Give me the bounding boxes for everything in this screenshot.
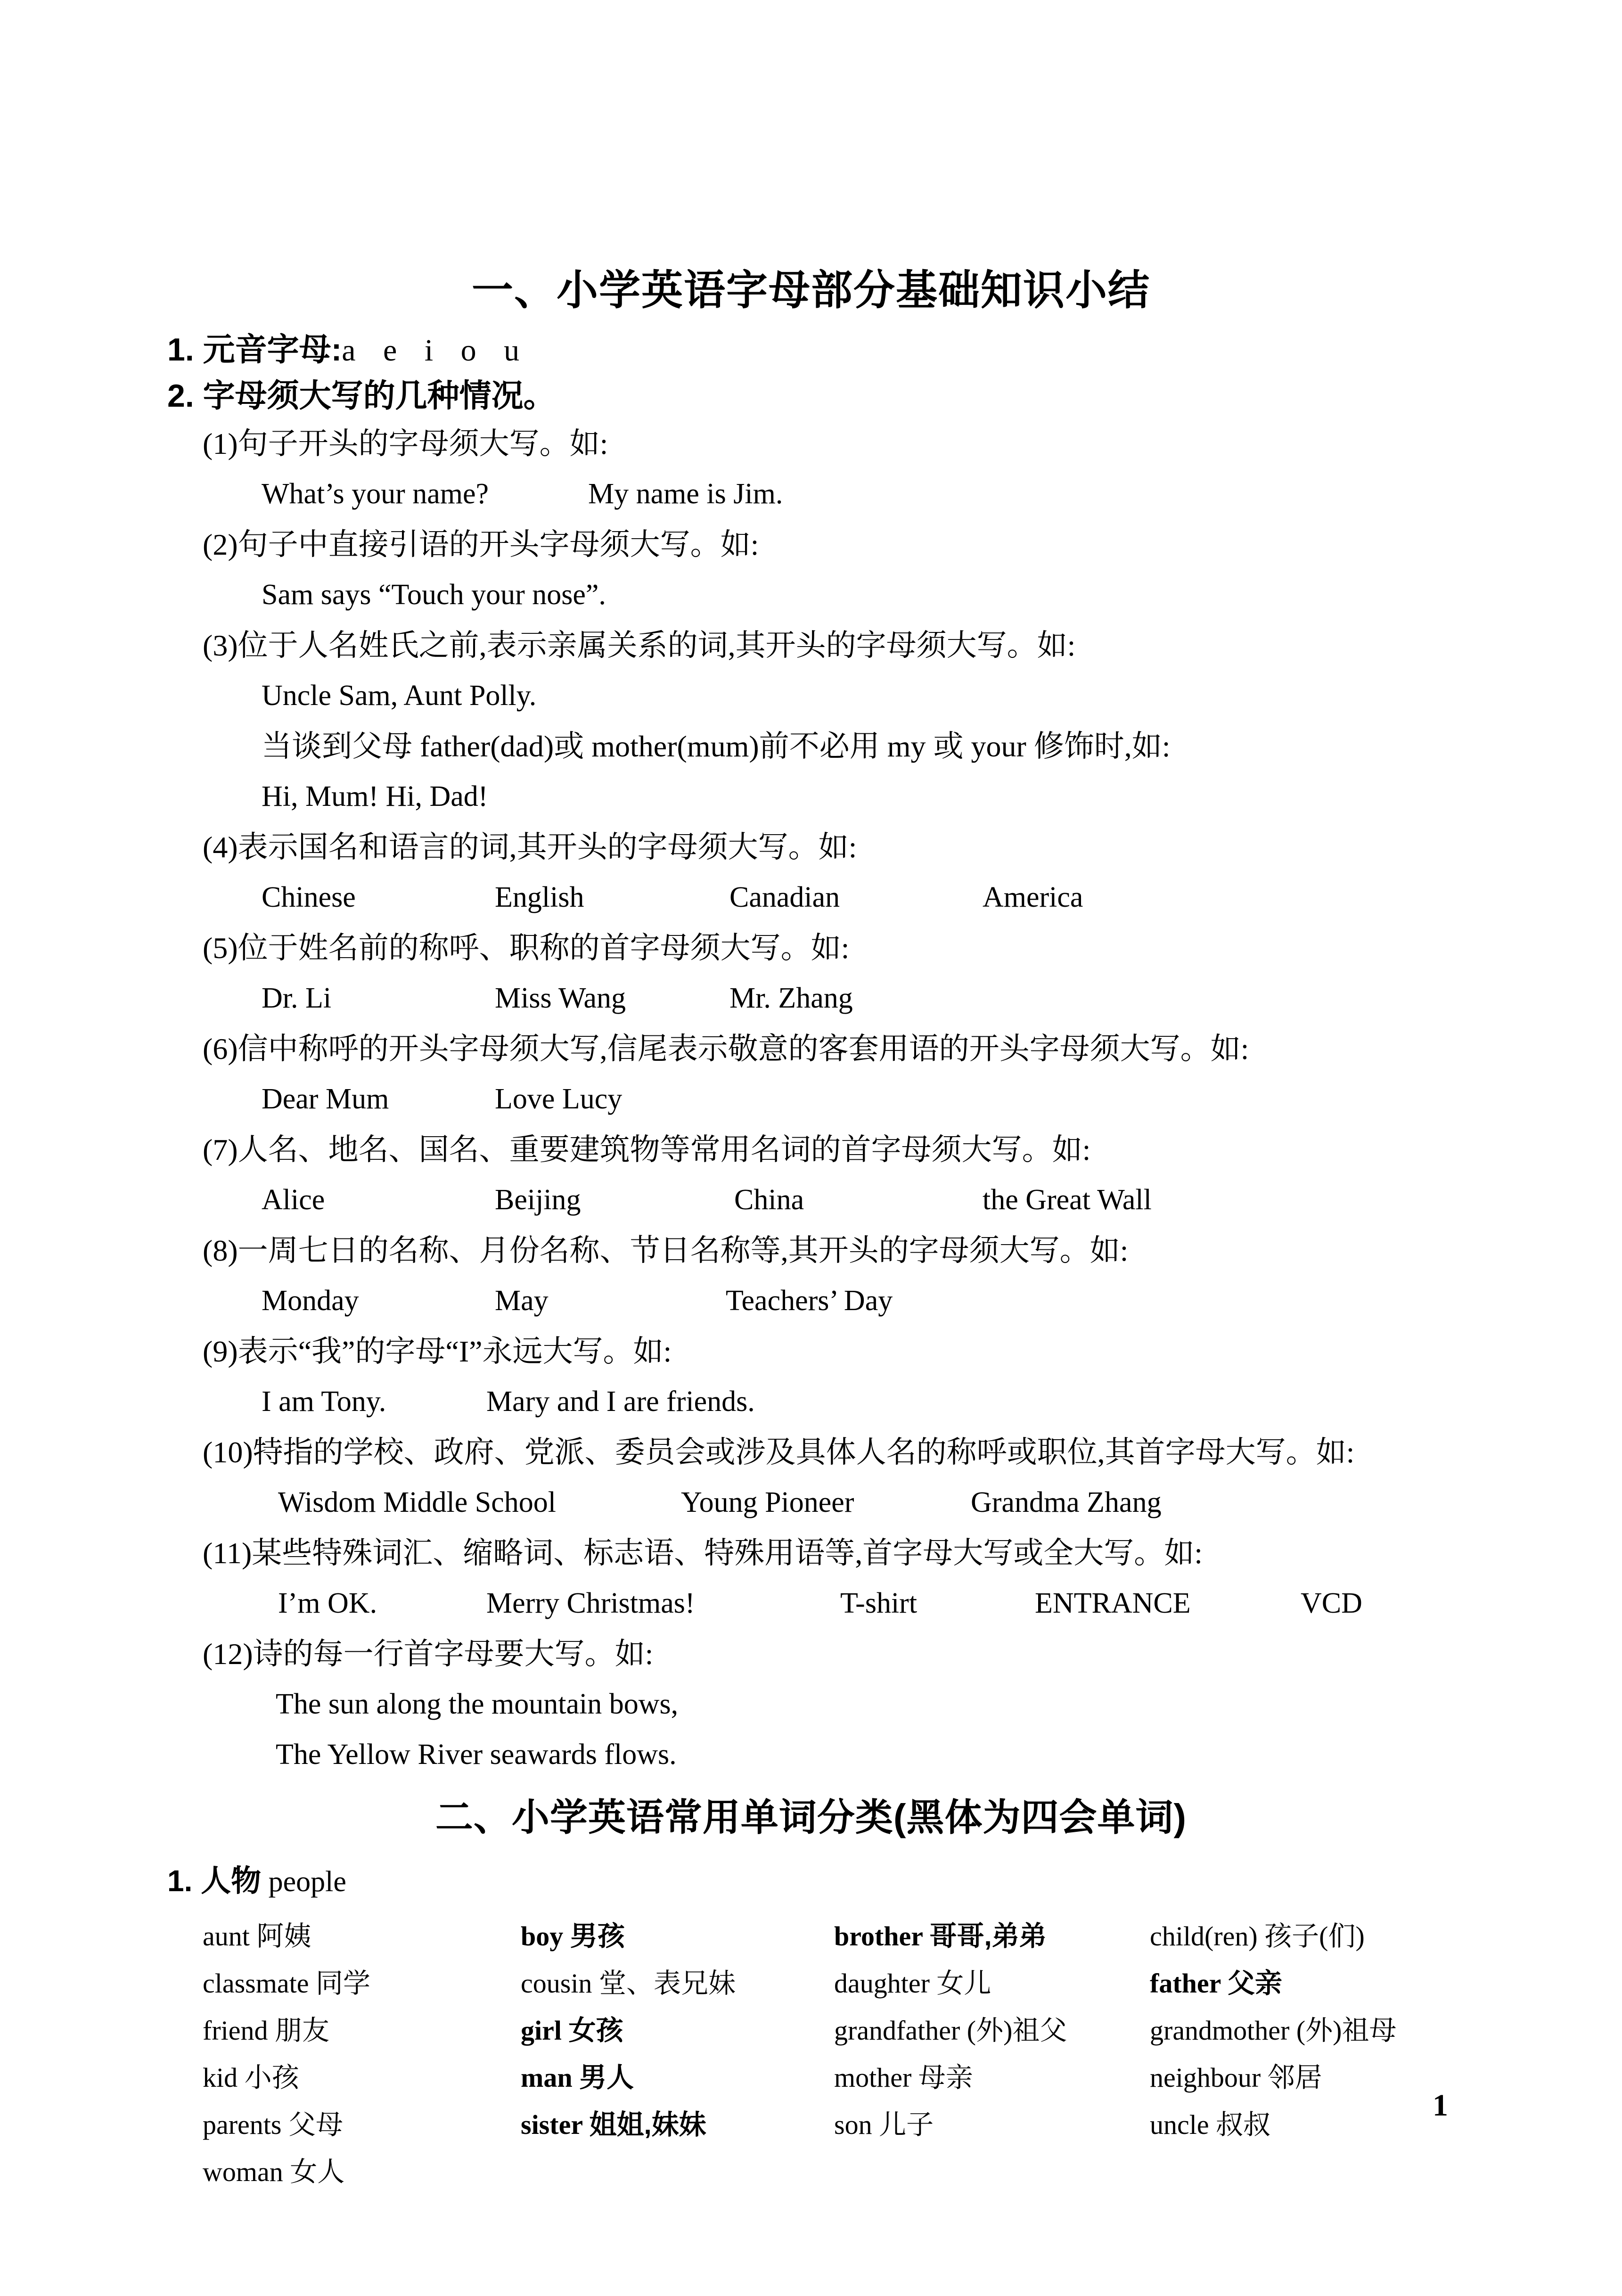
word-entry: kid 小孩 — [203, 2062, 299, 2093]
rule-3-note-text: 当谈到父母 father(dad)或 mother(mum)前不必用 my 或 your 修饰时,如: — [262, 730, 1171, 763]
word-entry: uncle 叔叔 — [1150, 2109, 1271, 2140]
rule-9: (9)表示“我”的字母“I”永远大写。如: — [203, 1335, 672, 1368]
word-row-5 — [0, 2101, 1622, 2148]
rule-5-example-2: Miss Wang — [495, 982, 626, 1014]
word-entry: child(ren) 孩子(们) — [1150, 1921, 1365, 1952]
rule-3-examples-2 — [0, 771, 1622, 822]
rule-5-examples — [0, 973, 1622, 1024]
rule-8-example-2: May — [495, 1285, 549, 1317]
rule-12-example-2: The Yellow River seawards flows. — [276, 1738, 677, 1771]
word-entry: neighbour 邻居 — [1150, 2062, 1322, 2093]
rule-6: (6)信中称呼的开头字母须大写,信尾表示敬意的客套用语的开头字母须大写。如: — [203, 1032, 1249, 1066]
rule-10-examples — [0, 1477, 1622, 1528]
rule-10-example-2: Young Pioneer — [681, 1486, 854, 1518]
rule-11-example-1: I’m OK. — [278, 1587, 377, 1619]
word-group-people — [0, 1857, 1622, 1913]
rule-5-example-1: Dr. Li — [262, 982, 332, 1014]
rule-3-example-1: Uncle Sam, Aunt Polly. — [262, 680, 537, 712]
rule-8-example-3: Teachers’ Day — [726, 1285, 893, 1317]
rule-11: (11)某些特殊词汇、缩略词、标志语、特殊用语等,首字母大写或全大写。如: — [203, 1536, 1203, 1570]
rule-1-example-1: What’s your name? — [262, 478, 489, 510]
rule-8-examples — [0, 1276, 1622, 1326]
rule-6-example-2: Love Lucy — [495, 1083, 623, 1115]
word-entry: grandfather (外)祖父 — [834, 2015, 1067, 2046]
word-entry: aunt 阿姨 — [203, 1921, 311, 1952]
rule-4-example-1: Chinese — [262, 881, 356, 913]
rule-7-example-3: China — [734, 1184, 804, 1216]
word-entry: man 男人 — [521, 2062, 634, 2093]
word-entry: boy 男孩 — [521, 1921, 625, 1952]
word-row-3 — [0, 2007, 1622, 2054]
rule-7-example-2: Beijing — [495, 1184, 581, 1216]
rule-11-example-4: ENTRANCE — [1035, 1587, 1191, 1619]
rule-1-examples — [0, 469, 1622, 519]
rule-6-example-1: Dear Mum — [262, 1083, 389, 1115]
word-entry: son 儿子 — [834, 2109, 934, 2140]
section2-title: 二、小学英语常用单词分类(黑体为四会单词) — [435, 1796, 1187, 1838]
word-entry: brother 哥哥,弟弟 — [834, 1921, 1047, 1952]
rule-7-example-1: Alice — [262, 1184, 325, 1216]
rule-3-note — [0, 721, 1622, 771]
rule-2: (2)句子中直接引语的开头字母须大写。如: — [203, 528, 759, 561]
word-group-label: 1. 人物 — [167, 1864, 262, 1898]
rule-10: (10)特指的学校、政府、党派、委员会或涉及具体人名的称呼或职位,其首字母大写。如: — [203, 1435, 1355, 1469]
word-entry: parents 父母 — [203, 2109, 344, 2140]
rule-5: (5)位于姓名前的称呼、职称的首字母须大写。如: — [203, 931, 850, 965]
rule-5-example-3: Mr. Zhang — [729, 982, 853, 1014]
rule-1: (1)句子开头的字母须大写。如: — [203, 427, 608, 460]
rule-8: (8)一周七日的名称、月份名称、节日名称等,其开头的字母须大写。如: — [203, 1234, 1129, 1267]
rule-12-examples — [0, 1679, 1622, 1730]
word-row-1 — [0, 1913, 1622, 1960]
rule-9-example-2: Mary and I are friends. — [486, 1386, 755, 1418]
word-group-english: people — [261, 1866, 346, 1898]
rule-1-example-2: My name is Jim. — [588, 478, 783, 510]
word-entry: grandmother (外)祖母 — [1150, 2015, 1397, 2046]
vowel-label: 1. 元音字母: — [167, 332, 342, 368]
rule-3: (3)位于人名姓氏之前,表示亲属关系的词,其开头的字母须大写。如: — [203, 629, 1076, 662]
rule-11-example-5: VCD — [1301, 1587, 1362, 1619]
word-row-4 — [0, 2054, 1622, 2101]
rule-8-example-1: Monday — [262, 1285, 359, 1317]
vowel-letters-item — [0, 327, 1622, 373]
rule-11-examples — [0, 1578, 1622, 1629]
word-entry: mother 母亲 — [834, 2062, 973, 2093]
rule-4-example-2: English — [495, 881, 584, 913]
rule-12-examples-2 — [0, 1730, 1622, 1780]
rule-4-example-3: Canadian — [729, 881, 840, 913]
rule-12-example-1: The sun along the mountain bows, — [276, 1688, 679, 1720]
rule-2-example-1: Sam says “Touch your nose”. — [262, 579, 606, 611]
rule-12: (12)诗的每一行首字母要大写。如: — [203, 1637, 654, 1671]
word-entry: friend 朋友 — [203, 2015, 330, 2046]
rule-4-example-4: America — [983, 881, 1083, 913]
rule-7-examples — [0, 1175, 1622, 1225]
word-entry: woman 女人 — [203, 2157, 345, 2187]
section1-title: 一、小学英语字母部分基础知识小结 — [471, 267, 1150, 313]
word-entry: girl 女孩 — [521, 2015, 623, 2046]
rule-7-example-4: the Great Wall — [983, 1184, 1152, 1216]
rule-11-example-3: T-shirt — [840, 1587, 917, 1619]
rule-10-example-1: Wisdom Middle School — [278, 1486, 556, 1518]
word-entry: sister 姐姐,妹妹 — [521, 2109, 706, 2140]
word-entry: classmate 同学 — [203, 1968, 370, 1999]
rule-6-examples — [0, 1074, 1622, 1124]
rule-11-example-2: Merry Christmas! — [486, 1587, 695, 1619]
page-number: 1 — [1433, 2088, 1448, 2123]
rule-9-examples — [0, 1377, 1622, 1427]
word-entry: cousin 堂、表兄妹 — [521, 1968, 736, 1999]
rule-2-examples — [0, 570, 1622, 620]
rule-4: (4)表示国名和语言的词,其开头的字母须大写。如: — [203, 830, 857, 864]
rule-4-examples — [0, 872, 1622, 923]
word-entry: daughter 女儿 — [834, 1968, 991, 1999]
rule-7: (7)人名、地名、国名、重要建筑物等常用名词的首字母须大写。如: — [203, 1133, 1091, 1166]
word-row-6 — [0, 2148, 1622, 2196]
vowel-letters: a e i o u — [342, 333, 520, 368]
rule-10-example-3: Grandma Zhang — [971, 1486, 1162, 1518]
rule-3-example-2: Hi, Mum! Hi, Dad! — [262, 780, 488, 812]
rule-9-example-1: I am Tony. — [262, 1386, 386, 1418]
rule-3-examples — [0, 671, 1622, 721]
word-entry: father 父亲 — [1150, 1968, 1282, 1999]
capitalization-item: 2. 字母须大写的几种情况。 — [167, 378, 556, 414]
word-row-2 — [0, 1960, 1622, 2007]
